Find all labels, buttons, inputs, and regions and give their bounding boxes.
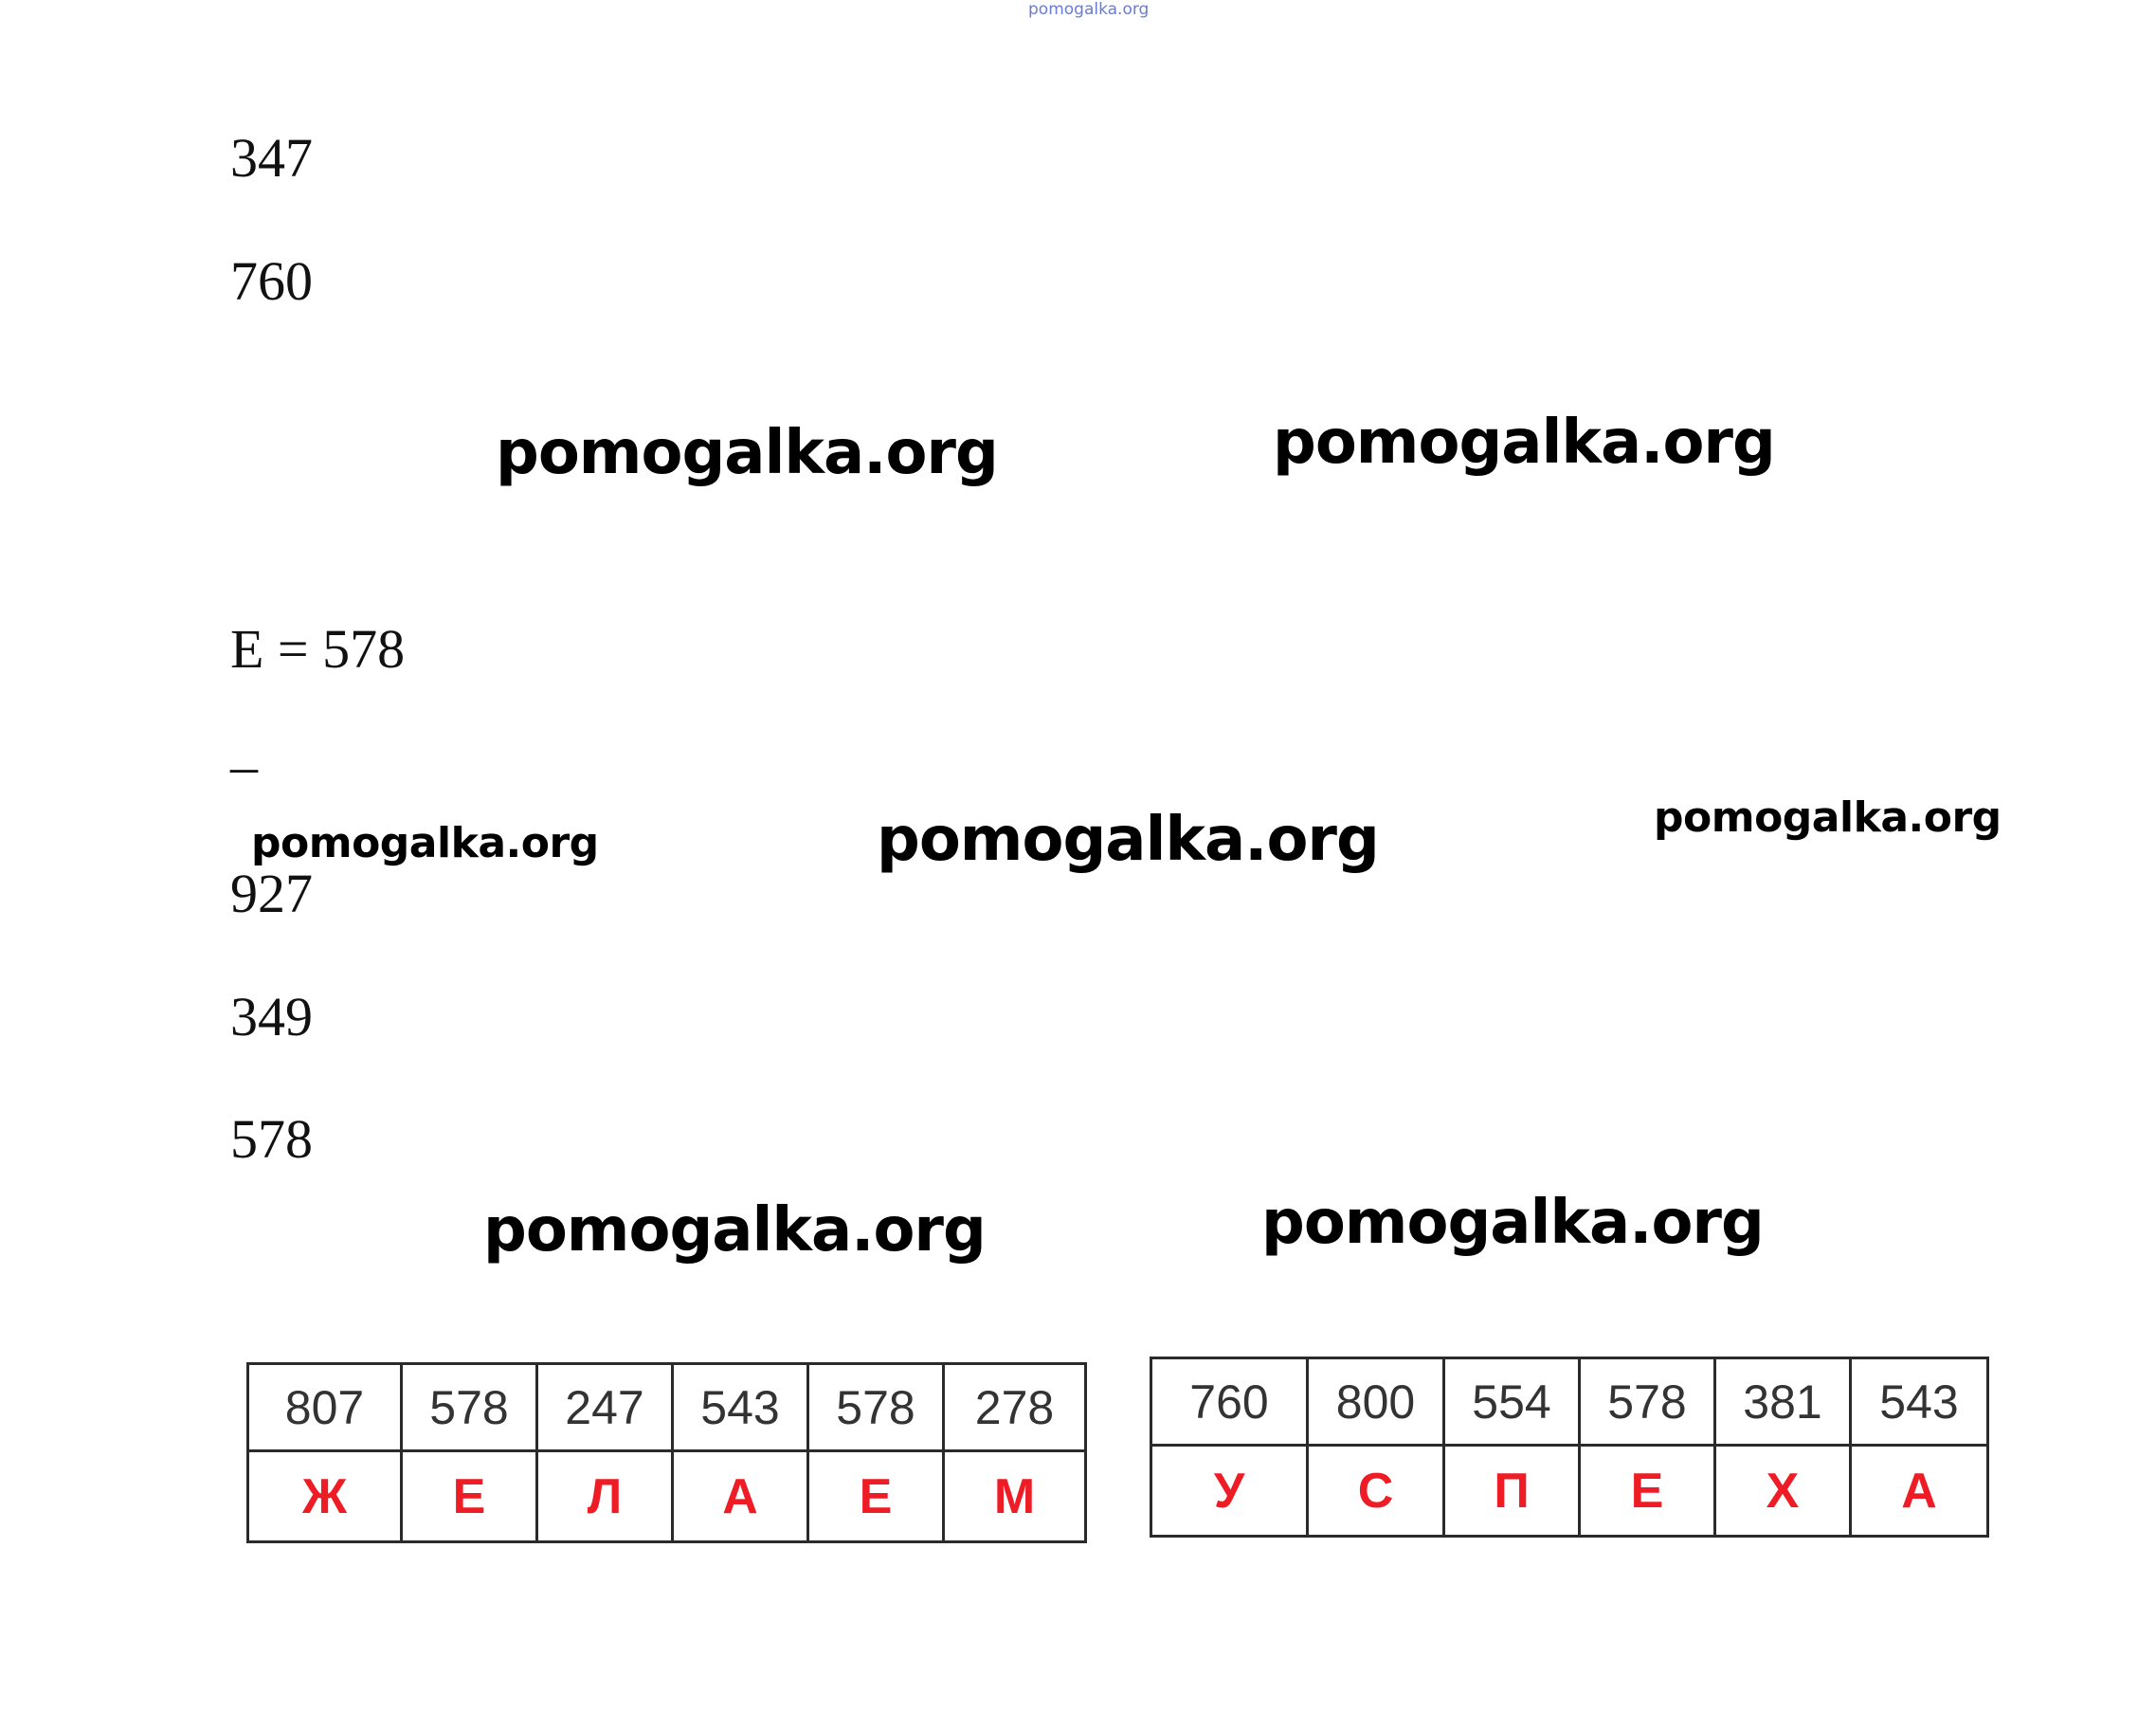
dash-line: – <box>230 735 258 796</box>
cipher-table-uspekha <box>1150 1357 1989 1538</box>
watermark: pomogalka.org <box>496 418 998 488</box>
table-cell-number: 554 <box>1444 1358 1580 1446</box>
table-cell-letter: Л <box>537 1451 673 1542</box>
table-cell-number: 278 <box>944 1364 1086 1451</box>
table-cell-number: 578 <box>808 1364 944 1451</box>
number-line-578: 578 <box>230 1108 313 1170</box>
watermark: pomogalka.org <box>1261 1188 1764 1258</box>
cipher-table-zhelaem <box>246 1362 1087 1543</box>
table-cell-number: 381 <box>1715 1358 1851 1446</box>
site-mark: pomogalka.org <box>1028 0 1150 19</box>
table-cell-letter: А <box>1851 1446 1988 1537</box>
table-cell-letter: Х <box>1715 1446 1851 1537</box>
table-row-letters <box>1151 1446 1988 1537</box>
table-cell-number: 543 <box>1851 1358 1988 1446</box>
number-line-927: 927 <box>230 863 313 924</box>
watermark: pomogalka.org <box>877 805 1379 875</box>
table-cell-letter: Е <box>402 1451 537 1542</box>
table-row-numbers <box>248 1364 1086 1451</box>
table-cell-number: 578 <box>1580 1358 1715 1446</box>
equation-line: E = 578 <box>230 618 406 680</box>
table-cell-letter: Е <box>808 1451 944 1542</box>
table-cell-number: 800 <box>1308 1358 1444 1446</box>
watermark: pomogalka.org <box>1654 793 2002 842</box>
watermark: pomogalka.org <box>251 819 599 867</box>
table-row-numbers <box>1151 1358 1988 1446</box>
table-cell-number: 760 <box>1151 1358 1308 1446</box>
number-line-349: 349 <box>230 986 313 1047</box>
table-cell-letter: У <box>1151 1446 1308 1537</box>
table-cell-letter: Ж <box>248 1451 402 1542</box>
table-cell-number: 807 <box>248 1364 402 1451</box>
table-row-letters <box>248 1451 1086 1542</box>
table-cell-letter: М <box>944 1451 1086 1542</box>
watermark: pomogalka.org <box>1273 408 1775 478</box>
table-cell-letter: Е <box>1580 1446 1715 1537</box>
number-line-347: 347 <box>230 127 313 189</box>
table-cell-letter: А <box>673 1451 808 1542</box>
table-cell-number: 578 <box>402 1364 537 1451</box>
table-cell-number: 543 <box>673 1364 808 1451</box>
table-cell-number: 247 <box>537 1364 673 1451</box>
table-cell-letter: С <box>1308 1446 1444 1537</box>
table-cell-letter: П <box>1444 1446 1580 1537</box>
watermark: pomogalka.org <box>483 1195 986 1266</box>
number-line-760: 760 <box>230 250 313 312</box>
